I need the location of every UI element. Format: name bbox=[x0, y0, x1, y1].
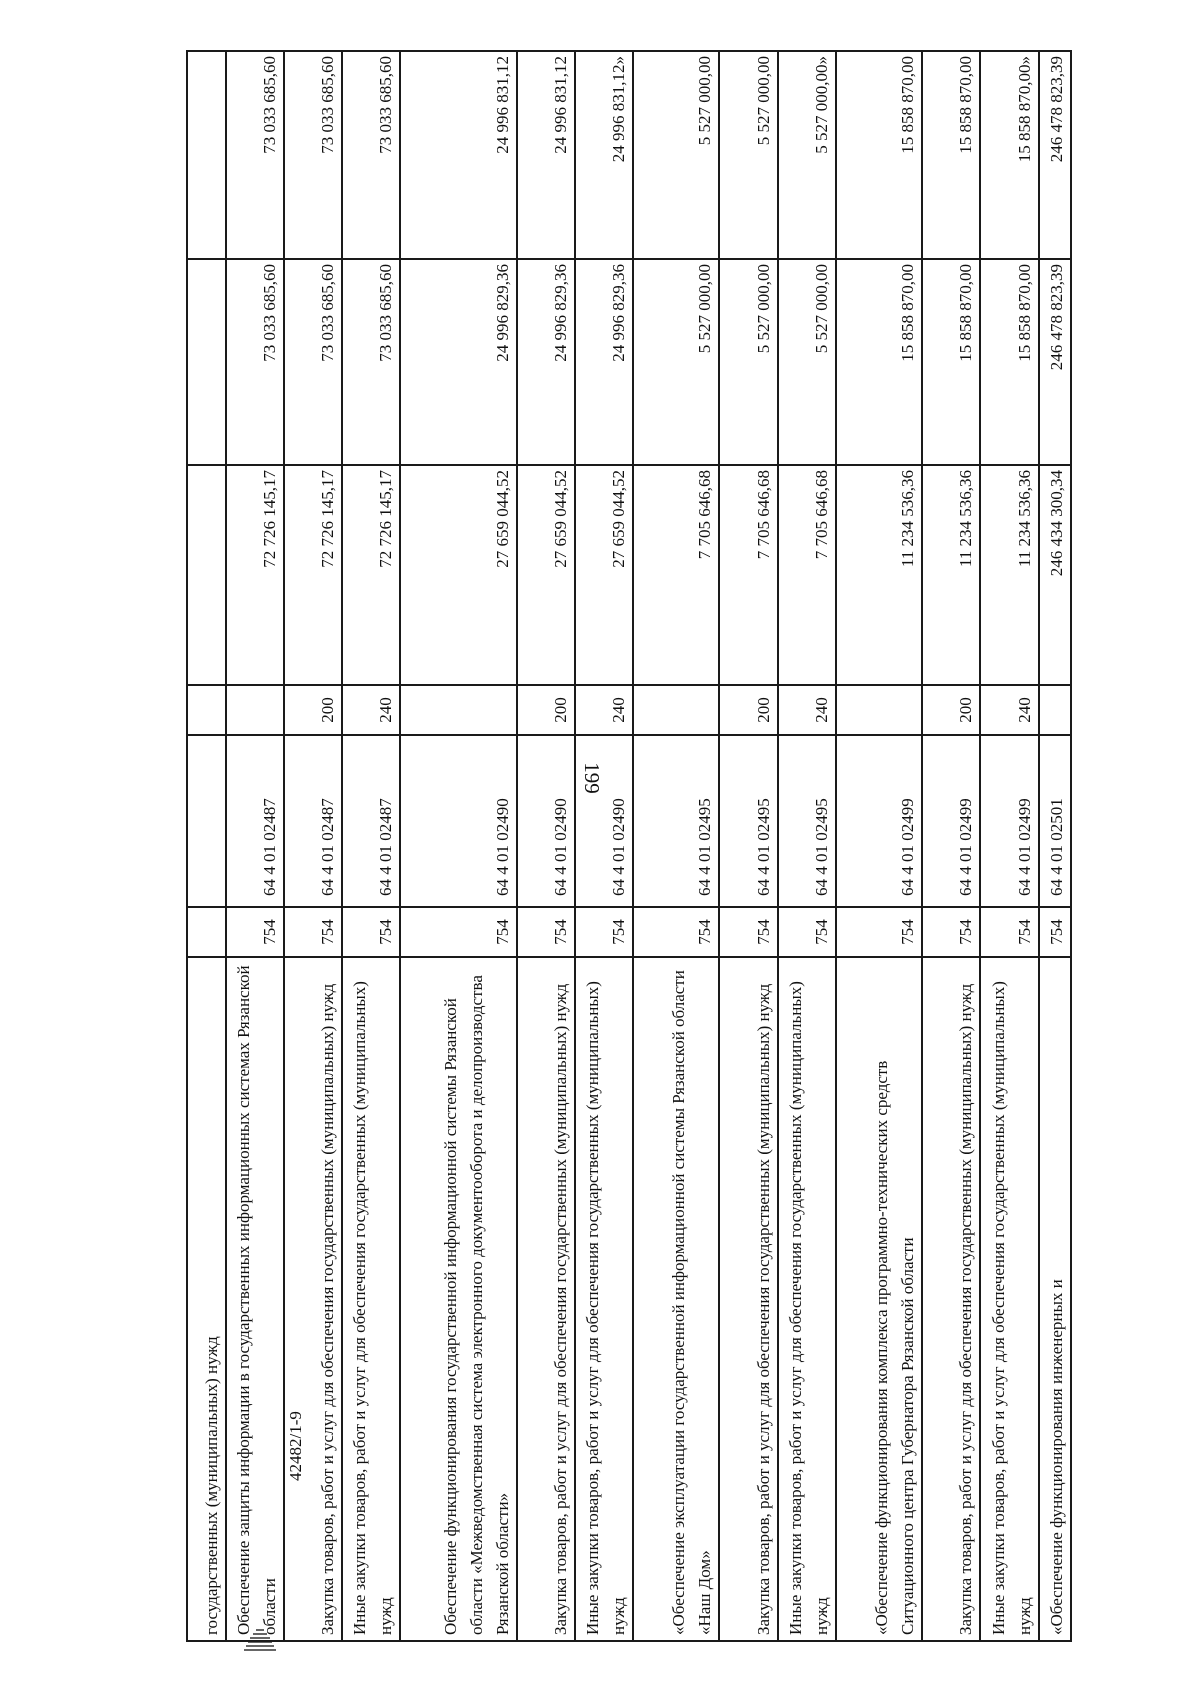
amount-year-2: 73 033 685,60 bbox=[342, 259, 400, 465]
expense-type-code: 200 bbox=[517, 685, 575, 735]
amount-year-1: 72 726 145,17 bbox=[284, 465, 342, 685]
amount-year-3: 15 858 870,00 bbox=[922, 51, 980, 259]
amount-year-1: 11 234 536,36 bbox=[836, 465, 922, 685]
amount-year-2: 5 527 000,00 bbox=[633, 259, 719, 465]
amount-year-1: 246 434 300,34 bbox=[1039, 465, 1071, 685]
expense-type-code: 240 bbox=[575, 685, 633, 735]
amount-year-3: 24 996 831,12 bbox=[517, 51, 575, 259]
amount-year-3: 73 033 685,60 bbox=[284, 51, 342, 259]
page-number: 199 bbox=[580, 762, 604, 794]
item-name: «Обеспечение функционирования инженерных и bbox=[1039, 957, 1071, 1641]
amount-year-1: 7 705 646,68 bbox=[778, 465, 836, 685]
amount-year-1: 72 726 145,17 bbox=[342, 465, 400, 685]
target-article-code: 64 4 01 02501 bbox=[1039, 735, 1071, 907]
grbs-code: 754 bbox=[778, 907, 836, 957]
target-article-code: 64 4 01 02490 bbox=[575, 735, 633, 907]
amount-year-1: 27 659 044,52 bbox=[517, 465, 575, 685]
item-name: Иные закупки товаров, работ и услуг для обеспечения государственных (муниципальных) нужд bbox=[980, 957, 1038, 1641]
item-name: Закупка товаров, работ и услуг для обеспечения государственных (муниципальных) нужд bbox=[284, 957, 342, 1641]
target-article-code: 64 4 01 02490 bbox=[517, 735, 575, 907]
amount-year-2: 15 858 870,00 bbox=[836, 259, 922, 465]
expense-type-code bbox=[1039, 685, 1071, 735]
expense-type-code bbox=[187, 685, 226, 735]
grbs-code: 754 bbox=[633, 907, 719, 957]
item-name: Иные закупки товаров, работ и услуг для обеспечения государственных (муниципальных) нужд bbox=[342, 957, 400, 1641]
table-row bbox=[400, 51, 516, 1641]
amount-year-1: 7 705 646,68 bbox=[633, 465, 719, 685]
grbs-code: 754 bbox=[922, 907, 980, 957]
table-row bbox=[342, 51, 400, 1641]
amount-year-3: 24 996 831,12» bbox=[575, 51, 633, 259]
table-row bbox=[778, 51, 836, 1641]
expense-type-code: 200 bbox=[922, 685, 980, 735]
grbs-code: 754 bbox=[400, 907, 516, 957]
amount-year-1: 27 659 044,52 bbox=[575, 465, 633, 685]
expense-type-code bbox=[226, 685, 284, 735]
grbs-code: 754 bbox=[836, 907, 922, 957]
item-name: Закупка товаров, работ и услуг для обеспечения государственных (муниципальных) нужд bbox=[517, 957, 575, 1641]
document-code: 42482/1-9 bbox=[286, 1411, 305, 1481]
amount-year-2: 15 858 870,00 bbox=[922, 259, 980, 465]
item-name: Закупка товаров, работ и услуг для обеспечения государственных (муниципальных) нужд bbox=[719, 957, 777, 1641]
target-article-code: 64 4 01 02499 bbox=[980, 735, 1038, 907]
amount-year-3: 24 996 831,12 bbox=[400, 51, 516, 259]
expense-type-code bbox=[836, 685, 922, 735]
item-name: Иные закупки товаров, работ и услуг для обеспечения государственных (муниципальных) нужд bbox=[778, 957, 836, 1641]
budget-table bbox=[186, 50, 1072, 1642]
grbs-code: 754 bbox=[719, 907, 777, 957]
target-article-code: 64 4 01 02487 bbox=[342, 735, 400, 907]
table-row bbox=[575, 51, 633, 1641]
target-article-code: 64 4 01 02499 bbox=[922, 735, 980, 907]
item-name: Обеспечение функционирования государственной информационной системы Рязанской области «Межведомственная система электронного документооборота и делопроизводства Рязанской области» bbox=[400, 957, 516, 1641]
amount-year-3: 246 478 823,39 bbox=[1039, 51, 1071, 259]
table-row bbox=[284, 51, 342, 1641]
amount-year-2: 5 527 000,00 bbox=[778, 259, 836, 465]
amount-year-2: 24 996 829,36 bbox=[400, 259, 516, 465]
amount-year-3: 5 527 000,00 bbox=[719, 51, 777, 259]
amount-year-2: 5 527 000,00 bbox=[719, 259, 777, 465]
amount-year-2 bbox=[187, 259, 226, 465]
item-name: Иные закупки товаров, работ и услуг для обеспечения государственных (муниципальных) нужд bbox=[575, 957, 633, 1641]
expense-type-code: 200 bbox=[719, 685, 777, 735]
grbs-code: 754 bbox=[342, 907, 400, 957]
table-row bbox=[719, 51, 777, 1641]
grbs-code: 754 bbox=[980, 907, 1038, 957]
expense-type-code: 240 bbox=[980, 685, 1038, 735]
grbs-code: 754 bbox=[575, 907, 633, 957]
amount-year-2: 24 996 829,36 bbox=[575, 259, 633, 465]
expense-type-code: 200 bbox=[284, 685, 342, 735]
amount-year-1 bbox=[187, 465, 226, 685]
amount-year-3 bbox=[187, 51, 226, 259]
amount-year-3: 15 858 870,00 bbox=[836, 51, 922, 259]
grbs-code: 754 bbox=[284, 907, 342, 957]
target-article-code: 64 4 01 02487 bbox=[226, 735, 284, 907]
item-name: «Обеспечение функционирования комплекса программно-технических средств Ситуационного центра Губернатора Рязанской области bbox=[836, 957, 922, 1641]
grbs-code bbox=[187, 907, 226, 957]
amount-year-1: 11 234 536,36 bbox=[980, 465, 1038, 685]
amount-year-2: 15 858 870,00 bbox=[980, 259, 1038, 465]
table-row bbox=[187, 51, 226, 1641]
target-article-code: 64 4 01 02495 bbox=[778, 735, 836, 907]
amount-year-1: 7 705 646,68 bbox=[719, 465, 777, 685]
table-body bbox=[187, 51, 1071, 1641]
target-article-code: 64 4 01 02490 bbox=[400, 735, 516, 907]
item-name: Обеспечение защиты информации в государственных информационных системах Рязанской области bbox=[226, 957, 284, 1641]
item-name: «Обеспечение эксплуатации государственной информационной системы Рязанской области «Наш Дом» bbox=[633, 957, 719, 1641]
table-row bbox=[226, 51, 284, 1641]
amount-year-2: 73 033 685,60 bbox=[284, 259, 342, 465]
target-article-code: 64 4 01 02495 bbox=[633, 735, 719, 907]
grbs-code: 754 bbox=[517, 907, 575, 957]
expense-type-code bbox=[633, 685, 719, 735]
grbs-code: 754 bbox=[1039, 907, 1071, 957]
table-row bbox=[980, 51, 1038, 1641]
amount-year-1: 11 234 536,36 bbox=[922, 465, 980, 685]
item-name: Закупка товаров, работ и услуг для обеспечения государственных (муниципальных) нужд bbox=[922, 957, 980, 1641]
amount-year-3: 73 033 685,60 bbox=[342, 51, 400, 259]
target-article-code bbox=[187, 735, 226, 907]
expense-type-code: 240 bbox=[342, 685, 400, 735]
expense-type-code bbox=[400, 685, 516, 735]
target-article-code: 64 4 01 02499 bbox=[836, 735, 922, 907]
target-article-code: 64 4 01 02487 bbox=[284, 735, 342, 907]
amount-year-3: 73 033 685,60 bbox=[226, 51, 284, 259]
table-row bbox=[517, 51, 575, 1641]
table-row bbox=[836, 51, 922, 1641]
table-row bbox=[633, 51, 719, 1641]
table-row bbox=[1039, 51, 1071, 1641]
amount-year-2: 24 996 829,36 bbox=[517, 259, 575, 465]
amount-year-3: 15 858 870,00» bbox=[980, 51, 1038, 259]
amount-year-1: 72 726 145,17 bbox=[226, 465, 284, 685]
expense-type-code: 240 bbox=[778, 685, 836, 735]
table-row bbox=[922, 51, 980, 1641]
amount-year-3: 5 527 000,00 bbox=[633, 51, 719, 259]
amount-year-3: 5 527 000,00» bbox=[778, 51, 836, 259]
amount-year-2: 246 478 823,39 bbox=[1039, 259, 1071, 465]
budget-table-container bbox=[186, 52, 1072, 1642]
amount-year-1: 27 659 044,52 bbox=[400, 465, 516, 685]
target-article-code: 64 4 01 02495 bbox=[719, 735, 777, 907]
amount-year-2: 73 033 685,60 bbox=[226, 259, 284, 465]
item-name: государственных (муниципальных) нужд bbox=[187, 957, 226, 1641]
grbs-code: 754 bbox=[226, 907, 284, 957]
